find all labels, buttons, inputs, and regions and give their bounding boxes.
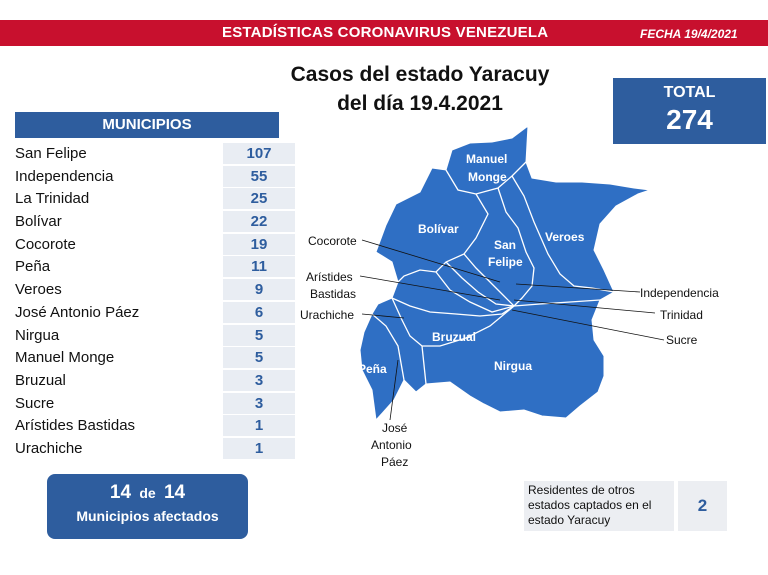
affected-of: de — [139, 485, 156, 501]
map-label-jose-1: José — [382, 421, 408, 435]
municipio-name: Veroes — [15, 281, 62, 299]
map-label-jose-3: Páez — [381, 455, 409, 469]
municipio-count: 9 — [223, 279, 295, 301]
municipio-count: 22 — [223, 211, 295, 233]
header-title: ESTADÍSTICAS CORONAVIRUS VENEZUELA — [222, 24, 549, 41]
municipio-name: Manuel Monge — [15, 349, 115, 367]
map-label-independencia: Independencia — [640, 286, 719, 300]
map-label-cocorote: Cocorote — [308, 234, 357, 248]
municipio-count: 55 — [223, 166, 295, 188]
municipio-count: 25 — [223, 188, 295, 210]
municipio-name: Bolívar — [15, 213, 62, 231]
map-label-pena: Peña — [358, 362, 387, 376]
municipio-count: 1 — [223, 438, 295, 460]
map-label-san-felipe-2: Felipe — [488, 255, 523, 269]
page-title-line1: Casos del estado Yaracuy — [290, 63, 550, 86]
map-label-san-felipe-1: San — [494, 238, 517, 252]
municipio-count: 6 — [223, 302, 295, 324]
map-label-nirgua: Nirgua — [494, 359, 533, 373]
map-label-manuel-monge-2: Monge — [468, 170, 507, 184]
municipio-count: 107 — [223, 143, 295, 165]
map-label-jose-2: Antonio — [371, 438, 412, 452]
page-title-line2: del día 19.4.2021 — [337, 92, 503, 115]
map-label-bolivar: Bolívar — [418, 222, 459, 236]
municipio-name: José Antonio Páez — [15, 303, 140, 321]
map-label-manuel-monge-1: Manuel — [466, 152, 508, 166]
map-label-bruzual: Bruzual — [432, 330, 477, 344]
municipio-name: San Felipe — [15, 145, 87, 162]
map-label-aristides-2: Bastidas — [310, 287, 357, 301]
municipio-name: Sucre — [15, 394, 55, 412]
municipio-name: La Trinidad — [15, 190, 90, 208]
map-label-sucre: Sucre — [666, 333, 698, 347]
header-date: FECHA 19/4/2021 — [640, 27, 738, 41]
municipio-name: Arístides Bastidas — [15, 417, 136, 435]
map-label-urachiche: Urachiche — [300, 308, 355, 322]
municipio-count: 5 — [223, 325, 295, 347]
municipio-count: 19 — [223, 234, 295, 256]
map-label-trinidad: Trinidad — [660, 308, 703, 322]
municipio-name: Independencia — [15, 167, 114, 185]
municipio-count: 3 — [223, 393, 295, 415]
map-label-veroes: Veroes — [545, 230, 585, 244]
municipio-name: Bruzual — [15, 371, 66, 389]
residents-value: 2 — [678, 481, 727, 531]
total-label: TOTAL — [663, 84, 716, 101]
municipio-count: 5 — [223, 347, 295, 369]
municipios-header: MUNICIPIOS — [15, 112, 279, 138]
municipio-count: 11 — [223, 256, 295, 278]
total-value: 274 — [666, 104, 713, 135]
map-label-aristides-1: Arístides — [306, 270, 353, 284]
affected-count: 14 — [109, 482, 132, 503]
residents-text: Residentes de otros estados captados en el estado Yaracuy — [524, 481, 674, 531]
municipio-name: Peña — [15, 258, 51, 276]
affected-label: Municipios afectados — [76, 508, 219, 524]
municipio-name: Urachiche — [15, 439, 83, 457]
municipio-count: 3 — [223, 370, 295, 392]
municipio-name: Cocorote — [15, 235, 76, 253]
municipio-count: 1 — [223, 415, 295, 437]
affected-total: 14 — [163, 482, 186, 503]
municipio-name: Nirgua — [15, 326, 60, 344]
